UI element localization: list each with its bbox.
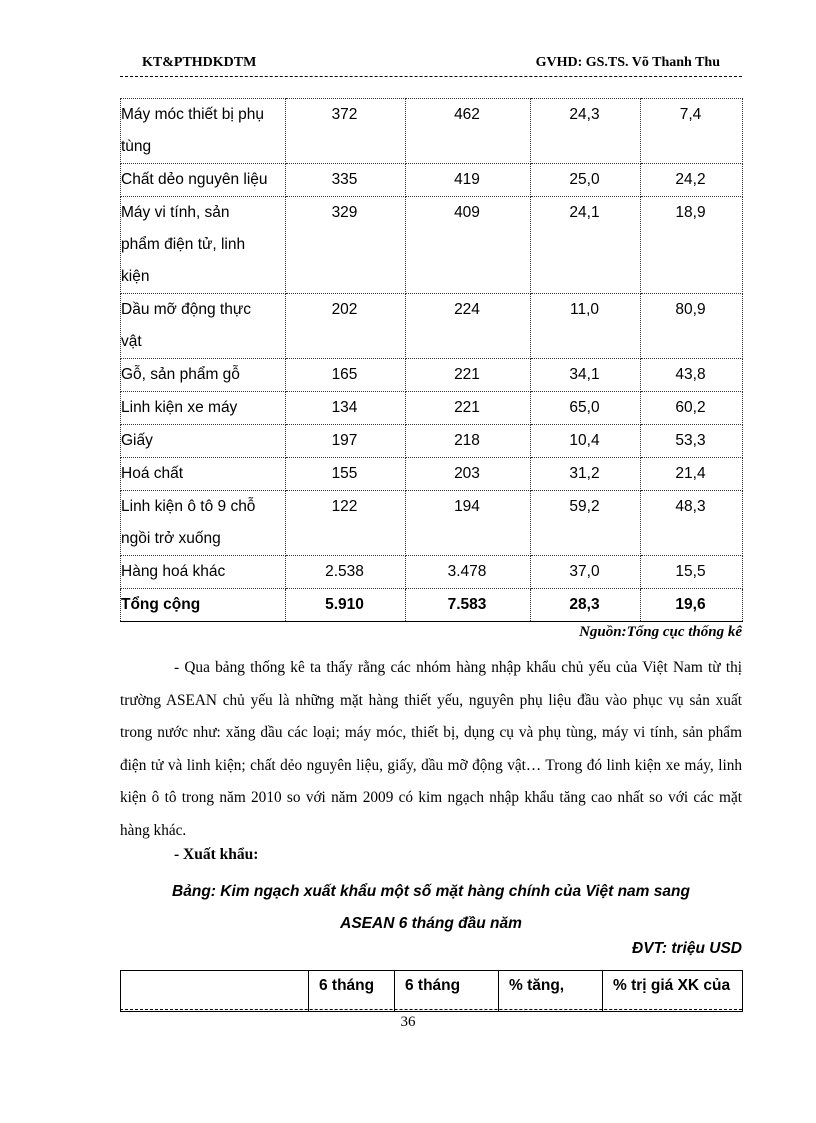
total-row — [121, 589, 743, 622]
value-cell: 7,4 — [641, 99, 743, 164]
table-row — [121, 556, 743, 589]
value-cell: 409 — [406, 197, 531, 294]
item-name-cell — [121, 556, 286, 589]
item-name-cell — [121, 458, 286, 491]
value-cell: 80,9 — [641, 294, 743, 359]
value-cell: 24,2 — [641, 164, 743, 197]
table-row — [121, 294, 743, 359]
item-name-line: Máy vi tính, sản — [121, 204, 230, 221]
value-cell: 21,4 — [641, 458, 743, 491]
value-cell: 462 — [406, 99, 531, 164]
item-name-cell — [121, 359, 286, 392]
source-note: Nguồn:Tổng cục thống kê — [579, 624, 742, 640]
table-row — [121, 359, 743, 392]
value-cell: 24,3 — [531, 99, 641, 164]
item-name-line: Linh kiện ô tô 9 chỗ — [121, 498, 256, 515]
caption-line-1: Bảng: Kim ngạch xuất khẩu một số mặt hàng chính của Việt nam sang — [172, 883, 690, 900]
value-cell: 335 — [286, 164, 406, 197]
item-name-line: tùng — [121, 138, 152, 155]
value-cell: 18,9 — [641, 197, 743, 294]
value-cell: 3.478 — [406, 556, 531, 589]
export-table — [120, 970, 743, 1012]
export-table-header-row — [121, 971, 743, 1012]
value-cell: 224 — [406, 294, 531, 359]
item-name-line: Giấy — [121, 432, 153, 449]
value-cell: 155 — [286, 458, 406, 491]
table-row — [121, 458, 743, 491]
export-header-cell: % tăng, — [499, 971, 603, 1012]
table-row — [121, 164, 743, 197]
total-value-cell: 19,6 — [641, 589, 743, 622]
table-row — [121, 491, 743, 556]
value-cell: 25,0 — [531, 164, 641, 197]
value-cell: 419 — [406, 164, 531, 197]
item-name-line: Dầu mỡ động thực — [121, 301, 251, 318]
item-name-cell — [121, 99, 286, 164]
header-divider — [120, 76, 742, 77]
import-table — [120, 98, 743, 622]
item-name-cell — [121, 425, 286, 458]
value-cell: 53,3 — [641, 425, 743, 458]
body-paragraph — [120, 652, 742, 847]
value-cell: 37,0 — [531, 556, 641, 589]
value-cell: 218 — [406, 425, 531, 458]
item-name-line: Chất dẻo nguyên liệu — [121, 171, 268, 188]
value-cell: 15,5 — [641, 556, 743, 589]
page-number: 36 — [400, 1014, 416, 1030]
item-name-cell — [121, 164, 286, 197]
value-cell: 65,0 — [531, 392, 641, 425]
item-name-line: Máy móc thiết bị phụ — [121, 106, 265, 123]
total-value-cell: 28,3 — [531, 589, 641, 622]
subheading: - Xuất khẩu: — [174, 846, 259, 863]
table-row — [121, 99, 743, 164]
value-cell: 197 — [286, 425, 406, 458]
item-name-line: Hoá chất — [121, 465, 184, 482]
paragraph-text: - Qua bảng thống kê ta thấy rằng các nhóm hàng nhập khẩu chủ yếu của Việt Nam từ thị trường ASEAN chủ yếu là những mặt hàng thiết yếu, nguyên phụ liệu đầu vào phục vụ sản xuất trong nước như: xăng dầu các loại; máy móc, thiết bị, dụng cụ và phụ tùng, máy vi tính, sản phẩm điện tử và linh kiện; chất dẻo nguyên liệu, giấy, dầu mỡ động vật… Trong đó linh kiện xe máy, linh kiện ô tô trong năm 2010 so với năm 2009 có kim ngạch nhập khẩu tăng cao nhất so với các mặt hàng khác. — [120, 659, 742, 839]
value-cell: 221 — [406, 392, 531, 425]
value-cell: 11,0 — [531, 294, 641, 359]
value-cell: 31,2 — [531, 458, 641, 491]
item-name-cell — [121, 392, 286, 425]
page-header — [120, 55, 742, 77]
header-right-text: GVHD: GS.TS. Võ Thanh Thu — [535, 55, 720, 70]
item-name-line: Linh kiện xe máy — [121, 399, 238, 416]
item-name-line: vật — [121, 333, 142, 350]
item-name-line: Gỗ, sản phẩm gỗ — [121, 366, 240, 383]
item-name-cell — [121, 294, 286, 359]
export-header-cell: % trị giá XK của — [603, 971, 743, 1012]
value-cell: 203 — [406, 458, 531, 491]
value-cell: 122 — [286, 491, 406, 556]
value-cell: 2.538 — [286, 556, 406, 589]
caption-line-2: ASEAN 6 tháng đầu năm — [340, 915, 522, 932]
value-cell: 221 — [406, 359, 531, 392]
item-name-line: ngồi trở xuống — [121, 530, 221, 547]
export-header-cell — [121, 971, 309, 1012]
value-cell: 60,2 — [641, 392, 743, 425]
export-header-cell: 6 tháng — [395, 971, 499, 1012]
value-cell: 34,1 — [531, 359, 641, 392]
item-name-line: phẩm điện tử, linh — [121, 236, 246, 253]
value-cell: 194 — [406, 491, 531, 556]
table-row — [121, 197, 743, 294]
export-header-cell: 6 tháng — [309, 971, 395, 1012]
table-caption — [120, 876, 742, 940]
total-value-cell: 7.583 — [406, 589, 531, 622]
footer-divider — [120, 1009, 742, 1010]
item-name-line: kiện — [121, 268, 150, 285]
value-cell: 372 — [286, 99, 406, 164]
value-cell: 202 — [286, 294, 406, 359]
value-cell: 43,8 — [641, 359, 743, 392]
total-value-cell: 5.910 — [286, 589, 406, 622]
value-cell: 24,1 — [531, 197, 641, 294]
value-cell: 165 — [286, 359, 406, 392]
value-cell: 48,3 — [641, 491, 743, 556]
item-name-line: Hàng hoá khác — [121, 563, 226, 580]
header-left-text: KT&PTHDKDTM — [142, 55, 257, 70]
value-cell: 329 — [286, 197, 406, 294]
value-cell: 59,2 — [531, 491, 641, 556]
table-row — [121, 392, 743, 425]
value-cell: 10,4 — [531, 425, 641, 458]
item-name-cell — [121, 491, 286, 556]
item-name-cell — [121, 197, 286, 294]
total-label-cell: Tổng cộng — [121, 589, 286, 622]
unit-label: ĐVT: triệu USD — [632, 940, 742, 957]
table-row — [121, 425, 743, 458]
value-cell: 134 — [286, 392, 406, 425]
